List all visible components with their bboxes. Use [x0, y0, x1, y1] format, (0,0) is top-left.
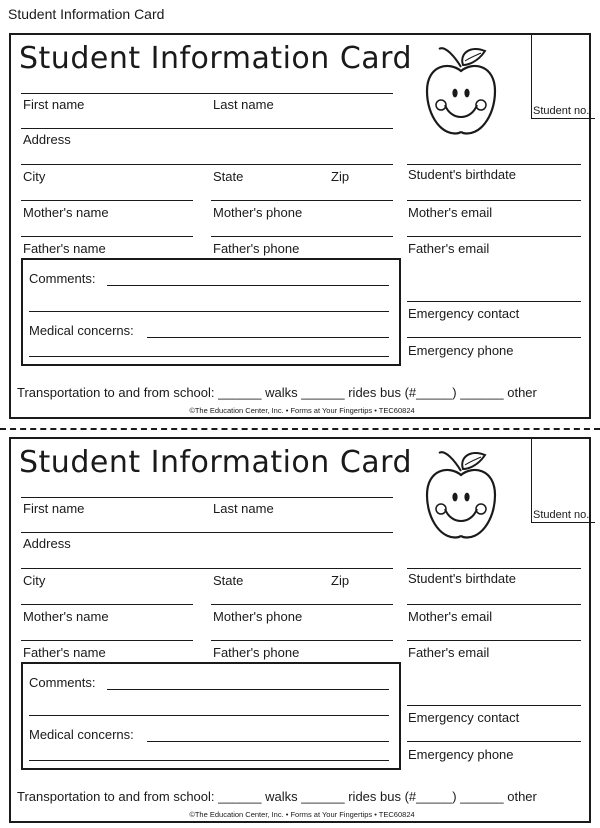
medical-concerns-label: Medical concerns: — [29, 323, 134, 338]
apple-icon — [419, 39, 503, 139]
mother-name-label: Mother's name — [23, 609, 109, 624]
last-name-label: Last name — [213, 501, 274, 516]
mother-email-label: Mother's email — [408, 205, 493, 220]
father-phone-label: Father's phone — [213, 241, 300, 256]
transportation-line: Transportation to and from school: ______ walks ______ rides bus (#_____) ______ other — [17, 789, 537, 804]
city-label: City — [23, 169, 46, 184]
comments-label: Comments: — [29, 675, 96, 690]
birthdate-label: Student's birthdate — [408, 167, 516, 182]
page-header: Student Information Card — [8, 6, 165, 22]
address-label: Address — [23, 536, 71, 551]
state-label: State — [213, 573, 244, 588]
cut-line — [0, 428, 600, 430]
state-label: State — [213, 169, 244, 184]
last-name-label: Last name — [213, 97, 274, 112]
city-label: City — [23, 573, 46, 588]
first-name-label: First name — [23, 97, 85, 112]
medical-concerns-label: Medical concerns: — [29, 727, 134, 742]
first-name-label: First name — [23, 501, 85, 516]
mother-phone-label: Mother's phone — [213, 205, 303, 220]
student-number-label: Student no. — [533, 105, 590, 117]
zip-label: Zip — [331, 169, 350, 184]
apple-icon — [419, 443, 503, 543]
emergency-phone-label: Emergency phone — [408, 747, 514, 762]
credit-line: ©The Education Center, Inc. • Forms at Your Fingertips • TEC60824 — [189, 406, 415, 415]
mother-name-label: Mother's name — [23, 205, 109, 220]
address-label: Address — [23, 132, 71, 147]
father-phone-label: Father's phone — [213, 645, 300, 660]
emergency-contact-label: Emergency contact — [408, 306, 520, 321]
card-title: Student Information Card — [19, 41, 413, 76]
mother-email-label: Mother's email — [408, 609, 493, 624]
comments-box[interactable] — [21, 258, 401, 366]
emergency-contact-label: Emergency contact — [408, 710, 520, 725]
student-card-2 — [9, 437, 591, 823]
transportation-line: Transportation to and from school: ______ walks ______ rides bus (#_____) ______ other — [17, 385, 537, 400]
birthdate-label: Student's birthdate — [408, 571, 516, 586]
student-number-label: Student no. — [533, 509, 590, 521]
student-card-1 — [9, 33, 591, 419]
credit-line: ©The Education Center, Inc. • Forms at Your Fingertips • TEC60824 — [189, 810, 415, 819]
comments-box[interactable] — [21, 662, 401, 770]
comments-label: Comments: — [29, 271, 96, 286]
father-email-label: Father's email — [408, 645, 490, 660]
father-email-label: Father's email — [408, 241, 490, 256]
card-title: Student Information Card — [19, 445, 413, 480]
emergency-phone-label: Emergency phone — [408, 343, 514, 358]
father-name-label: Father's name — [23, 645, 106, 660]
zip-label: Zip — [331, 573, 350, 588]
mother-phone-label: Mother's phone — [213, 609, 303, 624]
father-name-label: Father's name — [23, 241, 106, 256]
